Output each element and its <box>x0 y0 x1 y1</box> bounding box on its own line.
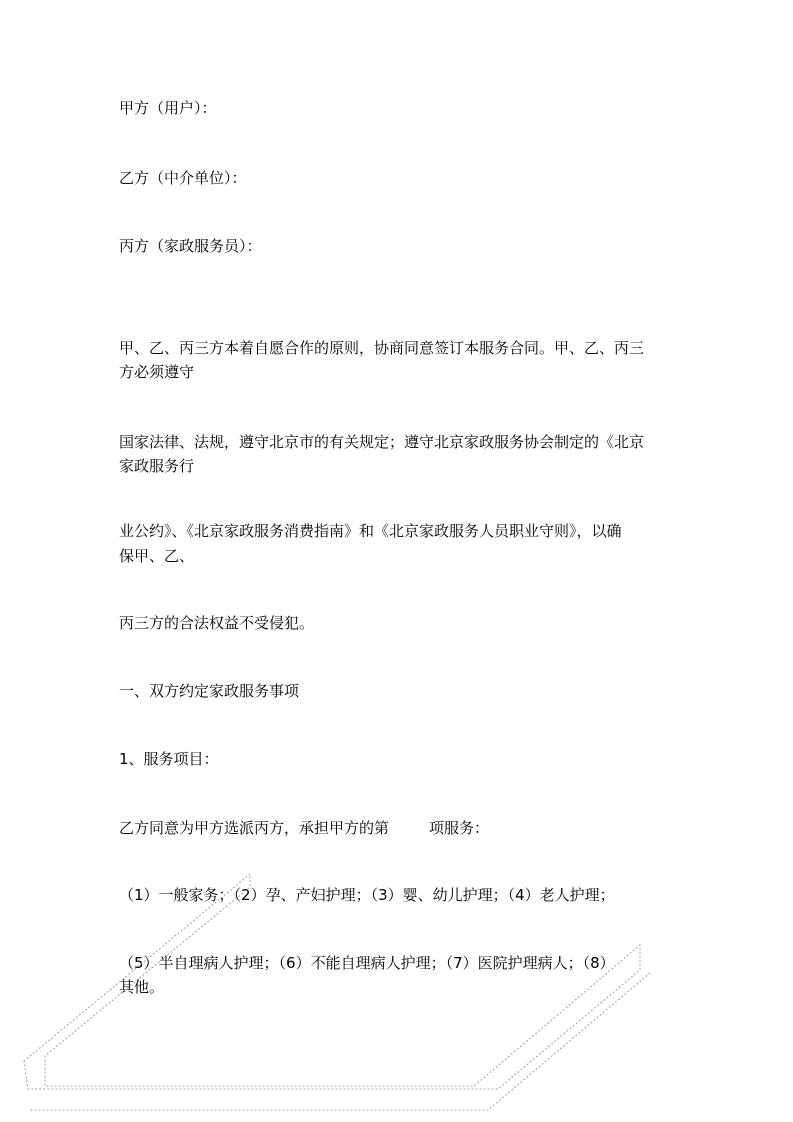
watermark-left-tail <box>24 1061 46 1089</box>
paragraph-2-line-2: 家政服务行 <box>119 457 195 475</box>
party-a-label: 甲方（用户）： <box>119 99 217 117</box>
item-1-title: 1、服务项目： <box>119 750 219 768</box>
service-options-line-1: （1）一般家务；（2）孕、产妇护理；（3）婴、幼儿护理；（4）老人护理； <box>119 886 615 904</box>
service-choice-line <box>119 816 681 841</box>
paragraph-3-line-1: 业公约》、《北京家政服务消费指南》和《北京家政服务人员职业守则》，以确 <box>119 522 622 540</box>
section-1-title: 一、双方约定家政服务事项 <box>119 682 300 700</box>
party-c-label: 丙方（家政服务员）： <box>119 237 262 255</box>
paragraph-2-line-1: 国家法律、法规，遵守北京市的有关规定；遵守北京家政服务协会制定的《北京 <box>119 433 645 451</box>
service-options-line-3: 其他。 <box>119 978 165 996</box>
service-choice-text-after-blank: 项服务： <box>429 819 490 837</box>
service-options-line-2: （5）半自理病人护理；（6）不能自理病人护理；（7）医院护理病人；（8） <box>119 954 615 972</box>
paragraph-3-line-2: 保甲、乙、 <box>119 547 195 565</box>
paragraph-4: 丙三方的合法权益不受侵犯。 <box>119 614 315 632</box>
paragraph-1-line-2: 方必须遵守 <box>119 363 195 381</box>
paragraph-1-line-1: 甲、乙、丙三方本着自愿合作的原则，协商同意签订本服务合同。甲、乙、丙三 <box>119 339 645 357</box>
party-b-label: 乙方（中介单位）： <box>119 169 247 187</box>
service-choice-text-before-blank: 乙方同意为甲方选派丙方，承担甲方的第 <box>119 819 390 837</box>
